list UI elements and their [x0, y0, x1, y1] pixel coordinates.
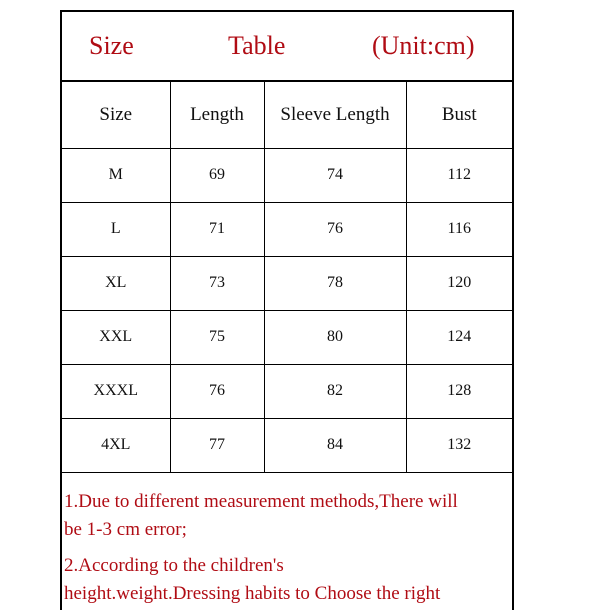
cell-bust: 124 [406, 310, 512, 364]
cell-sleeve-length: 84 [264, 418, 406, 472]
header-bust: Bust [406, 82, 512, 148]
cell-sleeve-length: 82 [264, 364, 406, 418]
table-row [62, 310, 512, 364]
table-row [62, 202, 512, 256]
cell-bust: 116 [406, 202, 512, 256]
note-line: be 1-3 cm error; [64, 519, 187, 540]
cell-bust: 120 [406, 256, 512, 310]
cell-size: XL [62, 256, 170, 310]
table-row [62, 418, 512, 472]
cell-size: XXXL [62, 364, 170, 418]
cell-sleeve-length: 76 [264, 202, 406, 256]
cell-length: 69 [170, 148, 264, 202]
note-line: 2.According to the children's [64, 555, 284, 576]
cell-bust: 132 [406, 418, 512, 472]
note-line: 1.Due to different measurement methods,There will [64, 491, 458, 512]
cell-sleeve-length: 80 [264, 310, 406, 364]
table-row [62, 256, 512, 310]
cell-size: M [62, 148, 170, 202]
header-sleeve-length: Sleeve Length [264, 82, 406, 148]
title-size: Size [89, 31, 134, 60]
table-row [62, 364, 512, 418]
cell-length: 77 [170, 418, 264, 472]
note-measurement-error [62, 488, 512, 544]
header-size: Size [62, 82, 170, 148]
title-unit: (Unit:cm) [372, 31, 475, 60]
title-table: Table [228, 31, 286, 60]
title-row [62, 12, 512, 82]
size-table [62, 82, 512, 473]
cell-length: 71 [170, 202, 264, 256]
cell-size: XXL [62, 310, 170, 364]
cell-length: 75 [170, 310, 264, 364]
cell-sleeve-length: 74 [264, 148, 406, 202]
table-header-row [62, 82, 512, 148]
size-chart [60, 10, 514, 610]
cell-bust: 112 [406, 148, 512, 202]
cell-size: L [62, 202, 170, 256]
cell-length: 73 [170, 256, 264, 310]
cell-length: 76 [170, 364, 264, 418]
table-row [62, 148, 512, 202]
header-length: Length [170, 82, 264, 148]
notes-section [62, 482, 512, 608]
cell-sleeve-length: 78 [264, 256, 406, 310]
cell-bust: 128 [406, 364, 512, 418]
note-line: height.weight.Dressing habits to Choose the right [64, 583, 441, 604]
cell-size: 4XL [62, 418, 170, 472]
